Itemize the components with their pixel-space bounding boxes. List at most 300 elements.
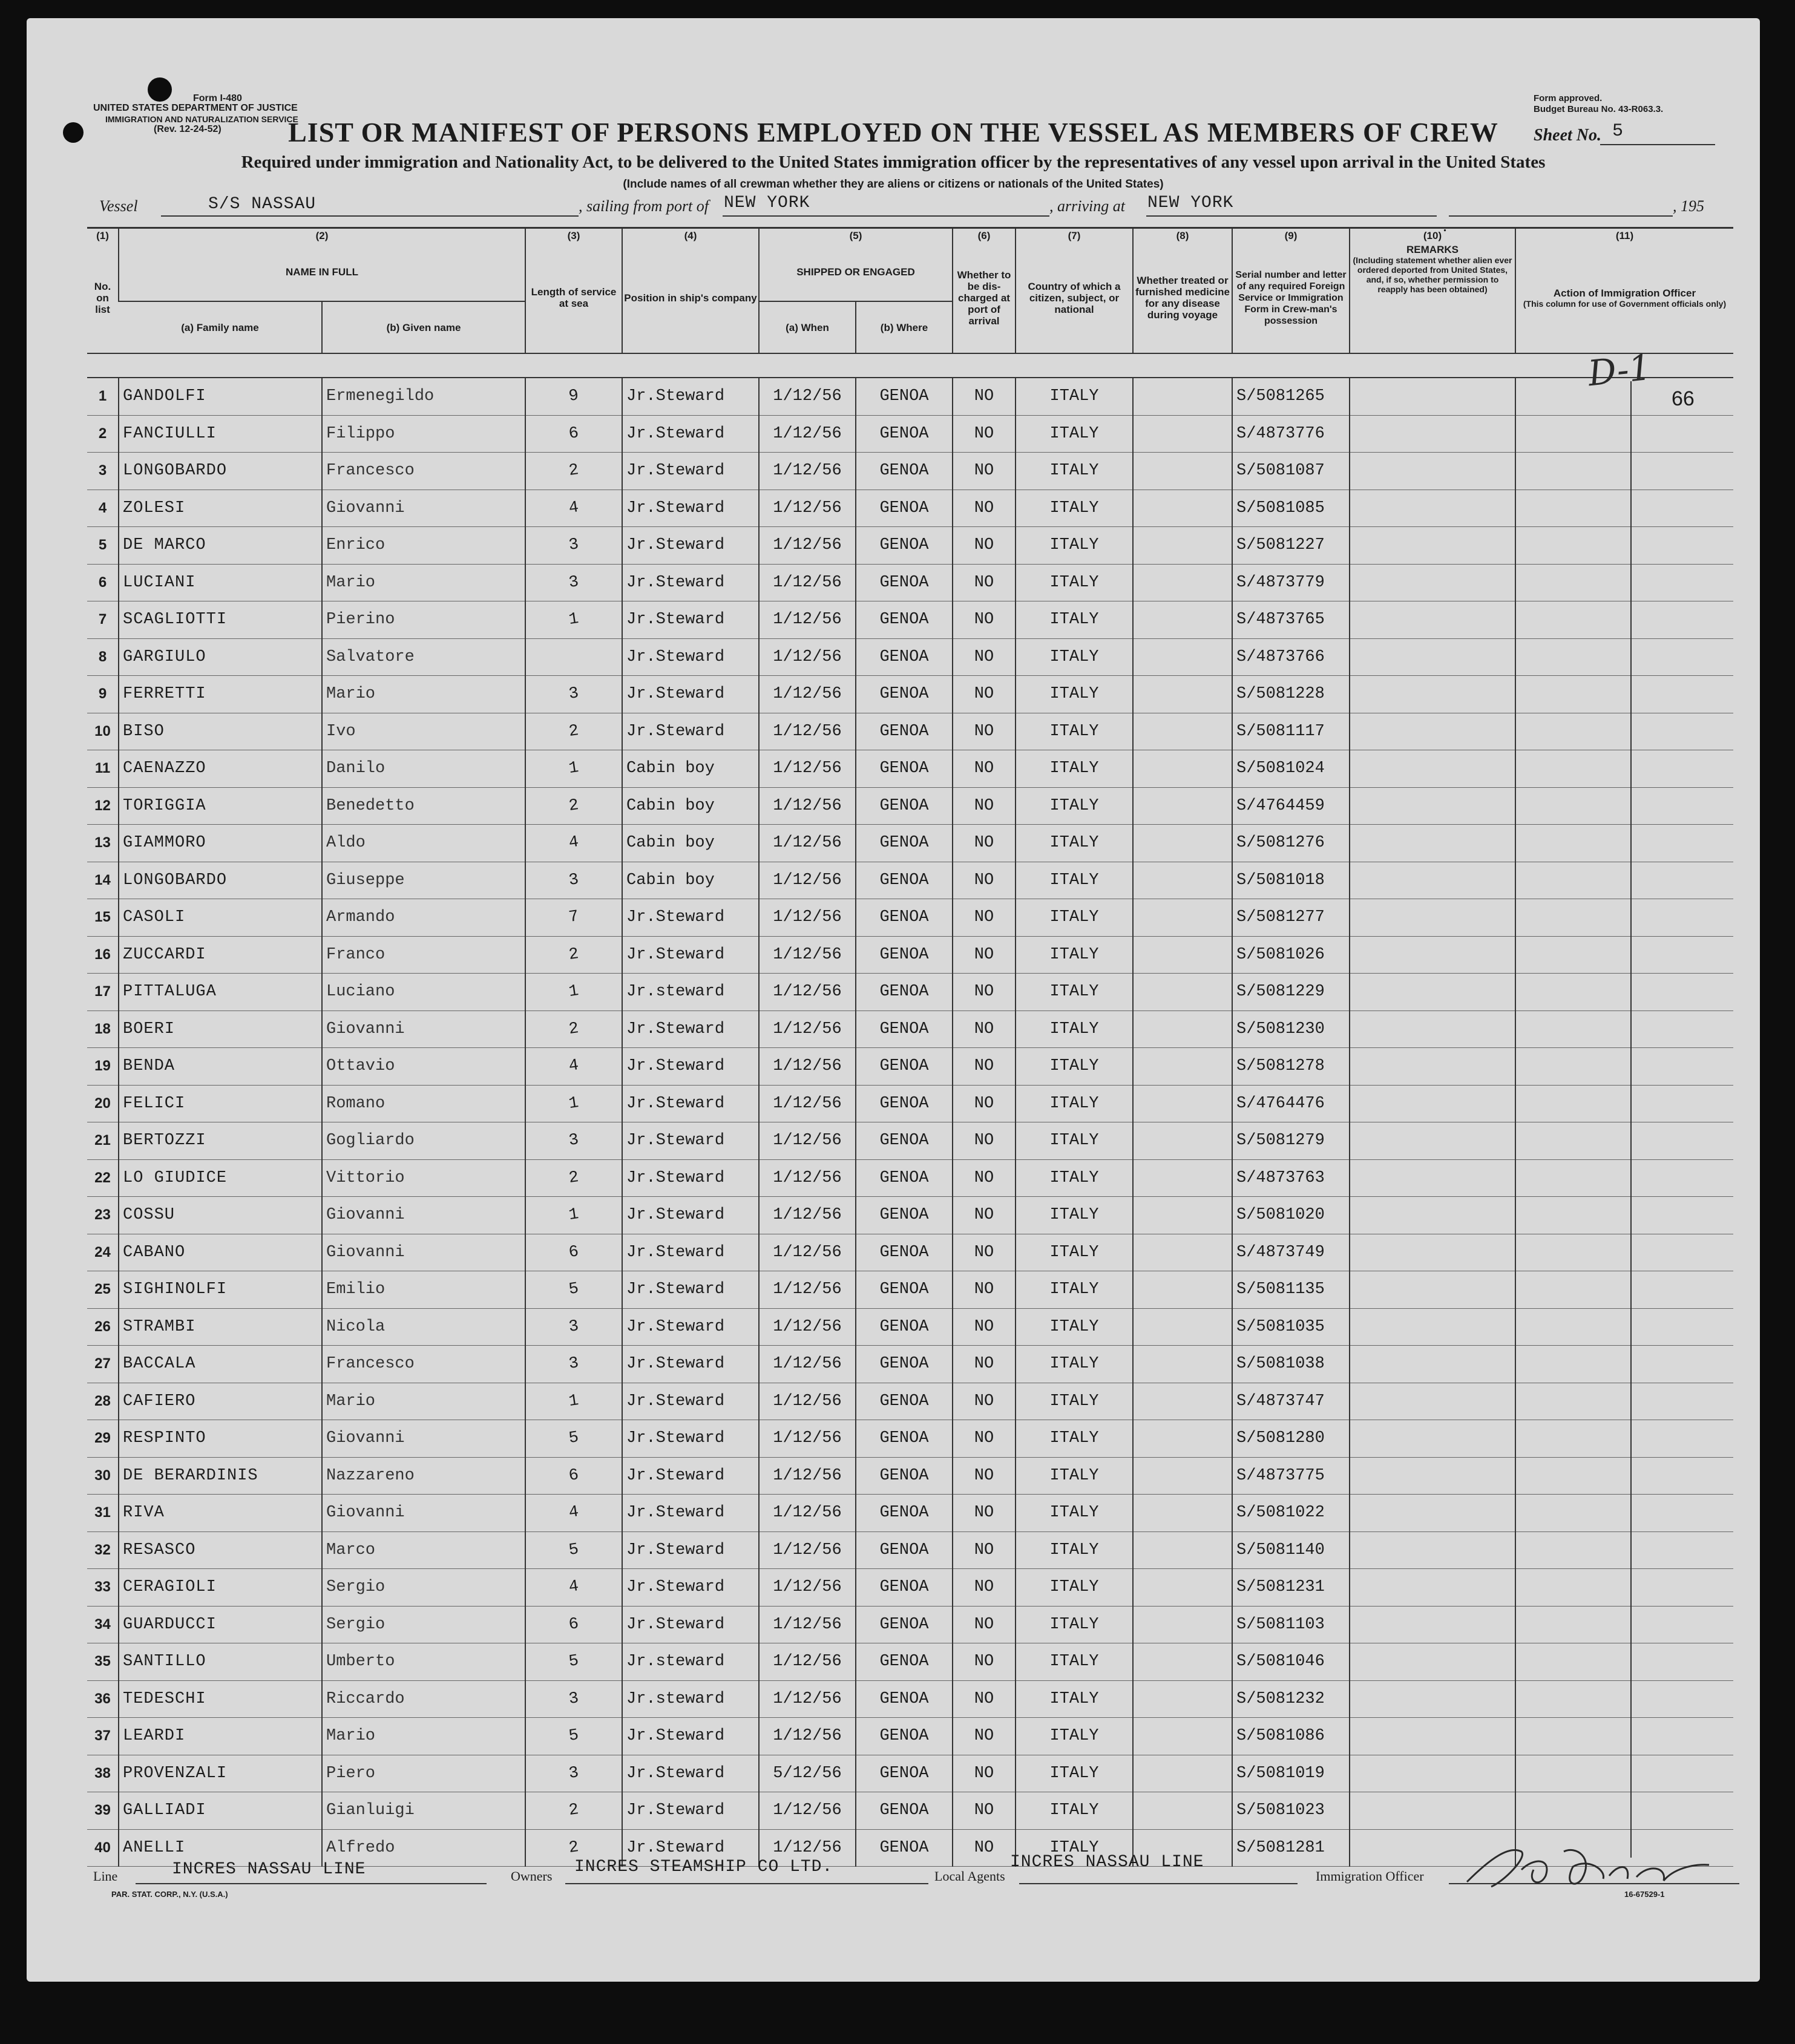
col-remarks-header	[1350, 243, 1515, 353]
service-length-cell	[525, 638, 622, 676]
shipped-where-cell: GENOA	[856, 1271, 953, 1309]
country-cell: ITALY	[1016, 1346, 1133, 1383]
medicine-cell	[1133, 415, 1232, 453]
service-length-value: 5	[567, 1540, 580, 1560]
manifest-sheet	[27, 18, 1760, 1982]
family-name-cell: RIVA	[119, 1495, 322, 1532]
serial-number-cell: S/4873747	[1232, 1383, 1350, 1420]
col-name-header: NAME IN FULL	[119, 243, 525, 301]
position-cell: Jr.steward	[622, 1643, 759, 1681]
form-subnote: (Include names of all crewman whether they are aliens or citizens or nationals of the United States)	[623, 178, 1164, 191]
discharged-cell: NO	[953, 1271, 1016, 1309]
shipped-where-cell: GENOA	[856, 1383, 953, 1420]
position-cell: Jr.Steward	[622, 1531, 759, 1569]
serial-number-cell: S/5081231	[1232, 1569, 1350, 1607]
service-length-value: 2	[567, 721, 580, 741]
row-number-cell: 18	[87, 1011, 119, 1048]
given-name-cell: Ottavio	[322, 1048, 525, 1086]
action-title: Action of Immigration Officer	[1553, 287, 1696, 299]
remarks-cell	[1350, 1680, 1515, 1718]
given-name-cell: Nazzareno	[322, 1457, 525, 1495]
shipped-when-cell: 1/12/56	[759, 1308, 856, 1346]
crew-row	[87, 1495, 1733, 1532]
col-position-header: Position in ship's company	[622, 243, 759, 353]
medicine-cell	[1133, 1457, 1232, 1495]
position-cell: Jr.Steward	[622, 899, 759, 937]
remarks-cell	[1350, 1048, 1515, 1086]
shipped-where-cell: GENOA	[856, 936, 953, 974]
action-cell	[1515, 490, 1733, 527]
row-number-cell: 20	[87, 1085, 119, 1122]
service-length-cell	[525, 1718, 622, 1755]
discharged-cell: NO	[953, 1234, 1016, 1271]
given-name-cell: Mario	[322, 564, 525, 601]
discharged-cell: NO	[953, 787, 1016, 825]
col-country-header: Country of which a citizen, subject, or national	[1016, 243, 1133, 353]
service-length-cell	[525, 1197, 622, 1234]
col-1-number: (1)	[87, 228, 119, 243]
family-name-cell: BACCALA	[119, 1346, 322, 1383]
serial-number-cell: S/5081085	[1232, 490, 1350, 527]
medicine-cell	[1133, 1606, 1232, 1643]
remarks-cell	[1350, 1159, 1515, 1197]
shipped-where-cell: GENOA	[856, 676, 953, 713]
family-name-cell: ZUCCARDI	[119, 936, 322, 974]
owners-underline	[565, 1883, 928, 1884]
given-name-cell: Giovanni	[322, 1234, 525, 1271]
country-cell: ITALY	[1016, 899, 1133, 937]
country-cell: ITALY	[1016, 974, 1133, 1011]
medicine-cell	[1133, 453, 1232, 490]
discharged-cell: NO	[953, 1531, 1016, 1569]
given-name-cell: Franco	[322, 936, 525, 974]
crew-row	[87, 1271, 1733, 1309]
country-cell: ITALY	[1016, 1420, 1133, 1458]
shipped-where-cell: GENOA	[856, 601, 953, 639]
crew-row	[87, 974, 1733, 1011]
shipped-where-cell: GENOA	[856, 1569, 953, 1607]
col-8-number: (8)	[1133, 228, 1232, 243]
medicine-cell	[1133, 1383, 1232, 1420]
action-bracket-line	[1630, 381, 1632, 1858]
row-number-cell: 4	[87, 490, 119, 527]
family-name-cell: PROVENZALI	[119, 1755, 322, 1792]
service-length-value: 2	[567, 796, 580, 816]
remarks-cell	[1350, 378, 1515, 415]
given-name-cell: Giuseppe	[322, 862, 525, 899]
form-approval: Form approved.	[1534, 93, 1603, 103]
country-cell: ITALY	[1016, 825, 1133, 862]
discharged-cell: NO	[953, 527, 1016, 565]
crew-row	[87, 1755, 1733, 1792]
given-name-cell: Alfredo	[322, 1829, 525, 1867]
family-name-cell: STRAMBI	[119, 1308, 322, 1346]
col-shipped-header: SHIPPED OR ENGAGED	[759, 243, 953, 301]
position-cell: Jr.Steward	[622, 1606, 759, 1643]
action-cell	[1515, 974, 1733, 1011]
position-cell: Jr.Steward	[622, 936, 759, 974]
shipped-when-cell: 1/12/56	[759, 1829, 856, 1867]
serial-number-cell: S/5081086	[1232, 1718, 1350, 1755]
discharged-cell: NO	[953, 638, 1016, 676]
family-name-cell: RESASCO	[119, 1531, 322, 1569]
shipped-where-cell: GENOA	[856, 378, 953, 415]
family-name-cell: CAENAZZO	[119, 750, 322, 788]
row-number-cell: 31	[87, 1495, 119, 1532]
action-cell	[1515, 1346, 1733, 1383]
shipped-where-cell: GENOA	[856, 862, 953, 899]
shipped-where-cell: GENOA	[856, 899, 953, 937]
given-name-cell: Salvatore	[322, 638, 525, 676]
position-cell: Jr.Steward	[622, 453, 759, 490]
agents-underline	[1019, 1883, 1298, 1884]
column-number-row	[87, 228, 1733, 243]
given-name-cell: Benedetto	[322, 787, 525, 825]
shipped-when-cell: 1/12/56	[759, 453, 856, 490]
given-name-cell: Francesco	[322, 1346, 525, 1383]
medicine-cell	[1133, 1792, 1232, 1830]
shipped-where-cell: GENOA	[856, 1048, 953, 1086]
action-cell	[1515, 1718, 1733, 1755]
family-name-cell: SCAGLIOTTI	[119, 601, 322, 639]
medicine-cell	[1133, 750, 1232, 788]
row-number-cell: 25	[87, 1271, 119, 1309]
discharged-cell: NO	[953, 1420, 1016, 1458]
given-name-cell: Gogliardo	[322, 1122, 525, 1160]
service-length-cell	[525, 527, 622, 565]
crew-row	[87, 713, 1733, 750]
remarks-cell	[1350, 1718, 1515, 1755]
crew-row	[87, 1643, 1733, 1681]
family-name-cell: BENDA	[119, 1048, 322, 1086]
crew-row	[87, 787, 1733, 825]
position-cell: Jr.Steward	[622, 601, 759, 639]
service-length-cell	[525, 1346, 622, 1383]
crew-row	[87, 1346, 1733, 1383]
row-number-cell: 12	[87, 787, 119, 825]
row-number-cell: 39	[87, 1792, 119, 1830]
action-cell	[1515, 787, 1733, 825]
serial-number-cell: S/5081046	[1232, 1643, 1350, 1681]
service-length-cell	[525, 1159, 622, 1197]
action-cell	[1515, 936, 1733, 974]
position-cell: Jr.Steward	[622, 1457, 759, 1495]
col-discharged-header: Whether to be dis-charged at port of arrival	[953, 243, 1016, 353]
family-name-cell: GARGIULO	[119, 638, 322, 676]
service-length-value: 2	[567, 1838, 580, 1858]
service-length-value: 1	[567, 1093, 580, 1113]
country-cell: ITALY	[1016, 1680, 1133, 1718]
shipped-when-cell: 1/12/56	[759, 899, 856, 937]
remarks-cell	[1350, 1606, 1515, 1643]
medicine-cell	[1133, 1718, 1232, 1755]
service-length-cell	[525, 974, 622, 1011]
country-cell: ITALY	[1016, 1606, 1133, 1643]
discharged-cell: NO	[953, 1755, 1016, 1792]
service-length-value: 3	[567, 1763, 580, 1783]
serial-number-cell: S/5081232	[1232, 1680, 1350, 1718]
shipped-where-cell: GENOA	[856, 825, 953, 862]
discharged-cell: NO	[953, 974, 1016, 1011]
col-11-number: (11)	[1515, 228, 1733, 243]
print-code: 16-67529-1	[1624, 1890, 1665, 1899]
service-length-cell	[525, 787, 622, 825]
shipped-where-cell: GENOA	[856, 1197, 953, 1234]
service-length-value: 5	[567, 1280, 580, 1300]
remarks-cell	[1350, 527, 1515, 565]
serial-number-cell: S/5081018	[1232, 862, 1350, 899]
service-length-value: 6	[567, 1242, 580, 1262]
country-cell: ITALY	[1016, 453, 1133, 490]
col-action-header	[1515, 243, 1733, 353]
shipped-where-cell: GENOA	[856, 415, 953, 453]
col-10-number: (10)	[1350, 228, 1515, 243]
remarks-cell	[1350, 1308, 1515, 1346]
discharged-cell: NO	[953, 1085, 1016, 1122]
given-name-cell: Filippo	[322, 415, 525, 453]
action-cell	[1515, 415, 1733, 453]
shipped-when-cell: 1/12/56	[759, 1792, 856, 1830]
family-name-cell: CASOLI	[119, 899, 322, 937]
service-length-cell	[525, 1048, 622, 1086]
given-name-cell: Ermenegildo	[322, 378, 525, 415]
remarks-cell	[1350, 1234, 1515, 1271]
service-length-cell	[525, 1234, 622, 1271]
action-mark: D-1	[1586, 346, 1653, 395]
shipped-where-cell: GENOA	[856, 527, 953, 565]
given-name-cell: Ivo	[322, 713, 525, 750]
serial-number-cell: S/5081022	[1232, 1495, 1350, 1532]
serial-number-cell: S/5081229	[1232, 974, 1350, 1011]
medicine-cell	[1133, 564, 1232, 601]
service-length-value: 3	[567, 870, 580, 890]
service-length-value: 4	[567, 1503, 580, 1523]
medicine-cell	[1133, 1680, 1232, 1718]
action-cell	[1515, 1234, 1733, 1271]
discharged-cell: NO	[953, 1159, 1016, 1197]
shipped-when-cell: 1/12/56	[759, 378, 856, 415]
service-length-cell	[525, 564, 622, 601]
action-cell	[1515, 1011, 1733, 1048]
discharged-cell: NO	[953, 676, 1016, 713]
remarks-dot: .	[1443, 217, 1447, 235]
form-number: Form I-480	[193, 93, 242, 103]
family-name-cell: GUARDUCCI	[119, 1606, 322, 1643]
row-number-cell: 40	[87, 1829, 119, 1867]
service-length-value: 6	[567, 1614, 580, 1634]
col-given-header: (b) Given name	[322, 301, 525, 353]
family-name-cell: ZOLESI	[119, 490, 322, 527]
given-name-cell: Mario	[322, 676, 525, 713]
budget-number: Budget Bureau No. 43-R063.3.	[1534, 104, 1664, 114]
action-cell	[1515, 1159, 1733, 1197]
service-length-cell	[525, 1457, 622, 1495]
service-length-cell	[525, 1383, 622, 1420]
medicine-cell	[1133, 974, 1232, 1011]
position-cell: Jr.Steward	[622, 378, 759, 415]
row-number-cell: 2	[87, 415, 119, 453]
shipped-when-cell: 1/12/56	[759, 1048, 856, 1086]
given-name-cell: Pierino	[322, 601, 525, 639]
action-cell	[1515, 1495, 1733, 1532]
discharged-cell: NO	[953, 453, 1016, 490]
shipped-when-cell: 1/12/56	[759, 974, 856, 1011]
position-cell: Jr.Steward	[622, 1718, 759, 1755]
shipped-when-cell: 1/12/56	[759, 1680, 856, 1718]
given-name-cell: Giovanni	[322, 490, 525, 527]
position-cell: Jr.Steward	[622, 1792, 759, 1830]
serial-number-cell: S/5081103	[1232, 1606, 1350, 1643]
col-length-header: Length of service at sea	[525, 243, 622, 353]
crew-row	[87, 862, 1733, 899]
row-number-cell: 13	[87, 825, 119, 862]
crew-row	[87, 936, 1733, 974]
shipped-when-cell: 1/12/56	[759, 1606, 856, 1643]
given-name-cell: Romano	[322, 1085, 525, 1122]
header-gap	[87, 353, 1733, 378]
crew-row	[87, 750, 1733, 788]
remarks-cell	[1350, 415, 1515, 453]
discharged-cell: NO	[953, 415, 1016, 453]
department-name: UNITED STATES DEPARTMENT OF JUSTICE	[93, 103, 298, 113]
crew-row	[87, 1680, 1733, 1718]
discharged-cell: NO	[953, 750, 1016, 788]
discharged-cell: NO	[953, 1346, 1016, 1383]
remarks-title: REMARKS	[1406, 244, 1459, 255]
action-cell	[1515, 1755, 1733, 1792]
service-length-value: 1	[567, 1391, 580, 1411]
country-cell: ITALY	[1016, 1271, 1133, 1309]
given-name-cell: Umberto	[322, 1643, 525, 1681]
country-cell: ITALY	[1016, 1122, 1133, 1160]
service-name: IMMIGRATION AND NATURALIZATION SERVICE	[105, 114, 298, 124]
shipped-where-cell: GENOA	[856, 1420, 953, 1458]
service-length-value: 3	[567, 1131, 580, 1151]
position-cell: Jr.Steward	[622, 1755, 759, 1792]
row-number-cell: 9	[87, 676, 119, 713]
position-cell: Jr.steward	[622, 974, 759, 1011]
discharged-cell: NO	[953, 1457, 1016, 1495]
family-name-cell: DE MARCO	[119, 527, 322, 565]
medicine-cell	[1133, 936, 1232, 974]
medicine-cell	[1133, 1011, 1232, 1048]
remarks-cell	[1350, 1197, 1515, 1234]
service-length-cell	[525, 1606, 622, 1643]
line-label: Line	[93, 1869, 118, 1884]
remarks-cell	[1350, 1122, 1515, 1160]
medicine-cell	[1133, 601, 1232, 639]
remarks-cell	[1350, 676, 1515, 713]
remarks-cell	[1350, 453, 1515, 490]
serial-number-cell: S/4873776	[1232, 415, 1350, 453]
family-name-cell: DE BERARDINIS	[119, 1457, 322, 1495]
action-cell	[1515, 601, 1733, 639]
shipped-when-cell: 5/12/56	[759, 1755, 856, 1792]
service-length-cell	[525, 1085, 622, 1122]
position-cell: Jr.Steward	[622, 1420, 759, 1458]
service-length-value: 3	[567, 572, 580, 592]
crew-row	[87, 1457, 1733, 1495]
medicine-cell	[1133, 1346, 1232, 1383]
service-length-value: 1	[567, 982, 580, 1002]
col-4-number: (4)	[622, 228, 759, 243]
form-revision: (Rev. 12-24-52)	[154, 124, 222, 134]
service-length-cell	[525, 1569, 622, 1607]
remarks-cell	[1350, 1531, 1515, 1569]
crew-rows	[87, 378, 1733, 1867]
serial-number-cell: S/5081279	[1232, 1122, 1350, 1160]
family-name-cell: CERAGIOLI	[119, 1569, 322, 1607]
action-cell	[1515, 1048, 1733, 1086]
service-length-value: 4	[567, 1056, 580, 1076]
shipped-when-cell: 1/12/56	[759, 1234, 856, 1271]
remarks-cell	[1350, 1271, 1515, 1309]
row-number-cell: 14	[87, 862, 119, 899]
service-length-value: 4	[567, 833, 580, 853]
service-length-cell	[525, 378, 622, 415]
serial-number-cell: S/5081277	[1232, 899, 1350, 937]
family-name-cell: BERTOZZI	[119, 1122, 322, 1160]
row-number-cell: 7	[87, 601, 119, 639]
given-name-cell: Emilio	[322, 1271, 525, 1309]
action-cell	[1515, 825, 1733, 862]
owners-name: INCRES STEAMSHIP CO LTD.	[574, 1858, 833, 1876]
family-name-cell: BOERI	[119, 1011, 322, 1048]
remarks-cell	[1350, 1420, 1515, 1458]
discharged-cell: NO	[953, 1048, 1016, 1086]
family-name-cell: FERRETTI	[119, 676, 322, 713]
medicine-cell	[1133, 1755, 1232, 1792]
arriving-label: , arriving at	[1049, 197, 1125, 215]
crew-row	[87, 453, 1733, 490]
action-cell	[1515, 676, 1733, 713]
given-name-cell: Danilo	[322, 750, 525, 788]
position-cell: Cabin boy	[622, 825, 759, 862]
country-cell: ITALY	[1016, 713, 1133, 750]
agents-name: INCRES NASSAU LINE	[1010, 1853, 1204, 1872]
discharged-cell: NO	[953, 1718, 1016, 1755]
discharged-cell: NO	[953, 490, 1016, 527]
position-cell: Jr.steward	[622, 1680, 759, 1718]
medicine-cell	[1133, 490, 1232, 527]
shipped-when-cell: 1/12/56	[759, 564, 856, 601]
position-cell: Cabin boy	[622, 787, 759, 825]
serial-number-cell: S/5081038	[1232, 1346, 1350, 1383]
crew-row	[87, 1531, 1733, 1569]
sheet-number-label: Sheet No.	[1534, 126, 1601, 145]
col-6-number: (6)	[953, 228, 1016, 243]
crew-row	[87, 1792, 1733, 1830]
action-cell	[1515, 564, 1733, 601]
country-cell: ITALY	[1016, 862, 1133, 899]
action-cell	[1515, 1457, 1733, 1495]
country-cell: ITALY	[1016, 1011, 1133, 1048]
action-cell	[1515, 1606, 1733, 1643]
family-name-cell: GIAMMORO	[119, 825, 322, 862]
crew-row	[87, 1718, 1733, 1755]
col-serial-header: Serial number and letter of any required Foreign Service or Immigration Form in Crew-man's possession	[1232, 243, 1350, 353]
action-cell	[1515, 899, 1733, 937]
service-length-cell	[525, 713, 622, 750]
serial-number-cell: S/5081026	[1232, 936, 1350, 974]
form-title: LIST OR MANIFEST OF PERSONS EMPLOYED ON THE VESSEL AS MEMBERS OF CREW	[288, 117, 1498, 148]
given-name-cell: Riccardo	[322, 1680, 525, 1718]
line-name: INCRES NASSAU LINE	[172, 1860, 366, 1879]
medicine-cell	[1133, 1085, 1232, 1122]
service-length-value: 7	[567, 908, 580, 928]
vessel-line	[161, 215, 579, 217]
medicine-cell	[1133, 1420, 1232, 1458]
